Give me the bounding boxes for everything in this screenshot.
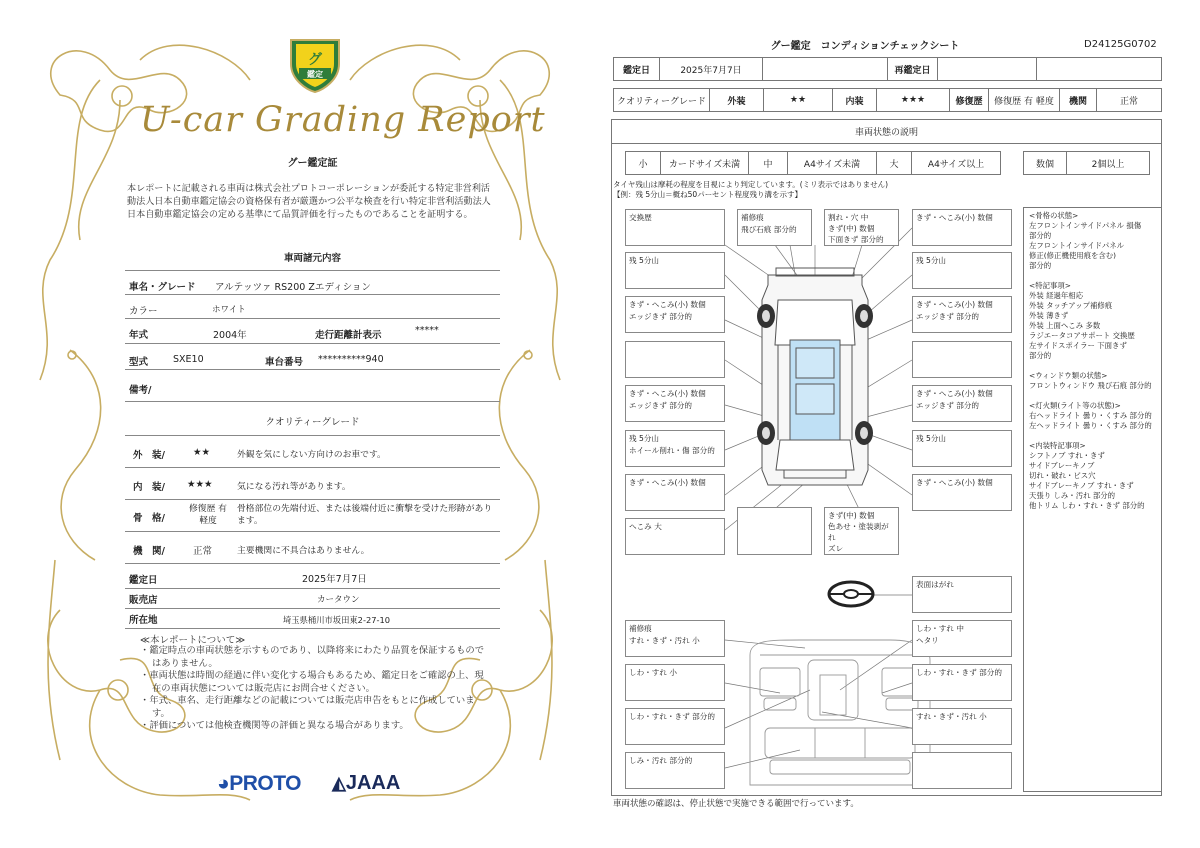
reappraisal-value [937, 57, 1037, 81]
name-label: 車名・グレード [129, 282, 196, 293]
callout-i5: しわ・すれ・きず 部分的 [625, 708, 725, 745]
condition-check-sheet [600, 0, 1200, 848]
legend-lights: <灯火類(ライト等の状態)> 右ヘッドライト 曇り・くすみ 部分的 左ヘッドライト 曇り・くすみ 部分的 [1029, 401, 1152, 430]
callout-r7: きず・へこみ(小) 数個 [912, 474, 1012, 511]
callout-l3: きず・へこみ(小) 数個 エッジきず 部分的 [625, 296, 725, 333]
mileage-value: ***** [415, 325, 439, 336]
callout-l7: きず・へこみ(小) 数個 [625, 474, 725, 511]
callout-r6: 残 5分山 [912, 430, 1012, 467]
model-value: SXE10 [173, 354, 204, 365]
state-title: 車両状態の説明 [611, 119, 1162, 144]
int-value: ★★★ [876, 88, 950, 112]
certificate-title: グー鑑定証 [287, 158, 338, 169]
reappraisal-blank [1036, 57, 1162, 81]
appraisal-date-label: 鑑定日 [129, 575, 158, 586]
legend-window: <ウィンドウ類の状態> フロントウィンドウ 飛び石痕 部分的 [1029, 371, 1152, 390]
callout-l2: 残 5分山 [625, 252, 725, 289]
engine-label: 機 関/ [133, 546, 165, 557]
int-label: 内装 [832, 88, 877, 112]
repair-value: 修復歴 有 軽度 [988, 88, 1060, 112]
reappraisal-label: 再鑑定日 [887, 57, 938, 81]
sheet-title: グー鑑定 コンディションチェックシート [770, 41, 960, 52]
size-small-desc: カードサイズ未満 [660, 151, 749, 175]
interior-label: 内 装/ [133, 482, 165, 493]
appraisal-date-row [125, 565, 500, 589]
frame-desc: 骨格部位の先端付近、または後端付近に衝撃を受けた形跡があります。 [237, 504, 493, 526]
quality-row-exterior [125, 436, 500, 468]
svg-text:グ: グ [308, 52, 322, 68]
chassis-value: **********940 [318, 354, 384, 365]
appraisal-date-value: 2025年7月7日 [302, 574, 367, 585]
callout-l6: 残 5分山 ホイール削れ・傷 部分的 [625, 430, 725, 467]
exterior-grade: ★★ [193, 447, 211, 458]
address-value: 埼玉県桶川市坂田東2-27-10 [283, 615, 391, 625]
ext-label: 外装 [709, 88, 764, 112]
remarks-label: 備考/ [129, 385, 152, 396]
legend-special: <特記事項> 外装 経過年相応 外装 タッチアップ補修痕 外装 薄きず 外装 上面へこみ 多数 ラジエータコアサポート 交換歴 左サイドスポイラー 下面きず 部分的 [1029, 281, 1135, 360]
ext-value: ★★ [763, 88, 833, 112]
logos [217, 772, 417, 798]
engine-desc: 主要機関に不具合はありません。 [237, 546, 370, 556]
note-item: ・ 車両状態は時間の経過に伴い変化する場合もあるため、鑑定日をご確認の上、現在の車両状態については販売店にお問合せください。 [140, 670, 490, 695]
callout-r1: きず・へこみ(小) 数個 [912, 209, 1012, 246]
callout-i2: しわ・すれ 中 ヘタリ [912, 620, 1012, 657]
callout-t1: 補修痕 飛び石痕 部分的 [737, 209, 812, 246]
callout-b2: きず(中) 数個 色あせ・塗装剥がれ ズレ [824, 507, 899, 555]
qg-label: クオリティーグレード [613, 88, 710, 112]
certificate-text: 本レポートに記載される車両は株式会社プロトコーポレーションが委託する特定非営利活動法人日本自動車鑑定協会の資格保有者が厳選かつ公平な検査を行い特定非営利活動法人日本自動車鑑定協会の定める基準にて品質評価を行ったものであることを証明する。 [127, 184, 491, 220]
spec-row-year [125, 319, 500, 344]
size-mid: 中 [748, 151, 788, 175]
spec-section-title: 車両諸元内容 [283, 253, 341, 264]
model-label: 型式 [129, 357, 149, 368]
callout-l8: へこみ 大 [625, 518, 725, 555]
tire-note: タイヤ残山は摩耗の程度を目視により判定しています。(ミリ表示ではありません) 【例：残 5分山＝概ね50パーセント程度残り溝を示す】 [613, 180, 889, 199]
callout-i7: しみ・汚れ 部分的 [625, 752, 725, 789]
exterior-desc: 外観を気にしない方向けのお車です。 [237, 450, 386, 460]
dealer-row [125, 589, 500, 609]
notes-title: ≪本レポートについて≫ [140, 635, 246, 646]
interior-grade: ★★★ [187, 479, 213, 490]
callout-t2: 割れ・穴 中 きず(中) 数個 下面きず 部分的 [824, 209, 899, 246]
size-large-desc: A4サイズ以上 [911, 151, 1001, 175]
callout-i6: すれ・きず・汚れ 小 [912, 708, 1012, 745]
spec-row-model [125, 344, 500, 370]
callout-l4 [625, 341, 725, 378]
jaaa-mark-icon: ◭ [332, 773, 346, 793]
size-large: 大 [876, 151, 912, 175]
chassis-label: 車台番号 [265, 357, 304, 368]
quality-row-frame [125, 500, 500, 532]
callout-r2: 残 5分山 [912, 252, 1012, 289]
callout-l1: 交換歴 [625, 209, 725, 246]
callout-i3: しわ・すれ 小 [625, 664, 725, 701]
quality-row-engine [125, 532, 500, 564]
repair-label: 修復歴 [949, 88, 989, 112]
callout-i1: 補修痕 すれ・きず・汚れ 小 [625, 620, 725, 657]
proto-logo: ◕PROTO [217, 772, 301, 795]
color-value: ホワイト [212, 305, 246, 315]
engine-label-r: 機関 [1059, 88, 1097, 112]
spec-row-name [125, 271, 500, 295]
callout-r3: きず・へこみ(小) 数個 エッジきず 部分的 [912, 296, 1012, 333]
quality-row-interior [125, 468, 500, 500]
year-value: 2004年 [213, 330, 247, 341]
frame-grade: 修復歴 有 軽度 [189, 504, 227, 526]
quality-section-title: クオリティーグレード [265, 417, 360, 428]
note-item: ・ 鑑定時点の車両状態を示すものであり、以降将来にわたり品質を保証するものではありません。 [140, 645, 490, 670]
exterior-label: 外 装/ [133, 450, 165, 461]
legend-interior: <内装特記事項> シフトノブ すれ・きず サイドブレーキノブ 切れ・破れ・ビス穴 サイドブレーキノブ すれ・きず 天張り しみ・汚れ 部分的 他トリム しわ・すれ・きず 部分的 [1029, 441, 1145, 510]
footnote: 車両状態の確認は、停止状態で実施できる範囲で行っています。 [613, 799, 859, 809]
name-value: アルテッツァ RS200 Zエディション [215, 282, 371, 293]
frame-label: 骨 格/ [133, 513, 165, 524]
proto-mark-icon: ◕ [217, 772, 230, 795]
date-value: 2025年7月7日 [659, 57, 763, 81]
date-label: 鑑定日 [613, 57, 660, 81]
size-mid-desc: A4サイズ未満 [787, 151, 877, 175]
callout-i8 [912, 752, 1012, 789]
address-row [125, 609, 500, 629]
dealer-value: カータウン [317, 595, 360, 605]
size-small: 小 [625, 151, 661, 175]
dealer-label: 販売店 [129, 595, 158, 606]
spec-row-color [125, 295, 500, 319]
report-script-title: U-car Grading Report [140, 100, 546, 140]
spec-row-remarks [125, 370, 500, 402]
size-count-desc: 2個以上 [1066, 151, 1150, 175]
size-count: 数個 [1023, 151, 1067, 175]
document-id: D24125G0702 [1084, 39, 1157, 50]
color-label: カラー [129, 306, 158, 317]
notes-list [140, 645, 490, 733]
mileage-label: 走行距離計表示 [315, 330, 382, 341]
goo-appraisal-emblem [287, 34, 343, 94]
date-blank [762, 57, 888, 81]
legend-notes [1023, 207, 1162, 792]
callout-b1 [737, 507, 812, 555]
svg-text:鑑定: 鑑定 [307, 70, 323, 79]
engine-value-r: 正常 [1096, 88, 1162, 112]
engine-grade: 正常 [193, 546, 213, 557]
note-item: ・ 年式、車名、走行距離などの記載については販売店申告をもとに作成しています。 [140, 695, 490, 720]
jaaa-logo: ◭JAAA [332, 772, 401, 794]
year-label: 年式 [129, 330, 149, 341]
callout-wheel: 表面はがれ [912, 576, 1012, 613]
callout-l5: きず・へこみ(小) 数個 エッジきず 部分的 [625, 385, 725, 422]
address-label: 所在地 [129, 615, 158, 626]
interior-desc: 気になる汚れ等があります。 [237, 482, 351, 492]
legend-frame: <骨格の状態> 左フロントインサイドパネル 損傷 部分的 左フロントインサイドパネル 修正(修正機使用痕を含む) 部分的 [1029, 211, 1142, 270]
callout-r4 [912, 341, 1012, 378]
callout-i4: しわ・すれ・きず 部分的 [912, 664, 1012, 701]
callout-r5: きず・へこみ(小) 数個 エッジきず 部分的 [912, 385, 1012, 422]
note-item: ・ 評価については他検査機関等の評価と異なる場合があります。 [140, 720, 490, 733]
